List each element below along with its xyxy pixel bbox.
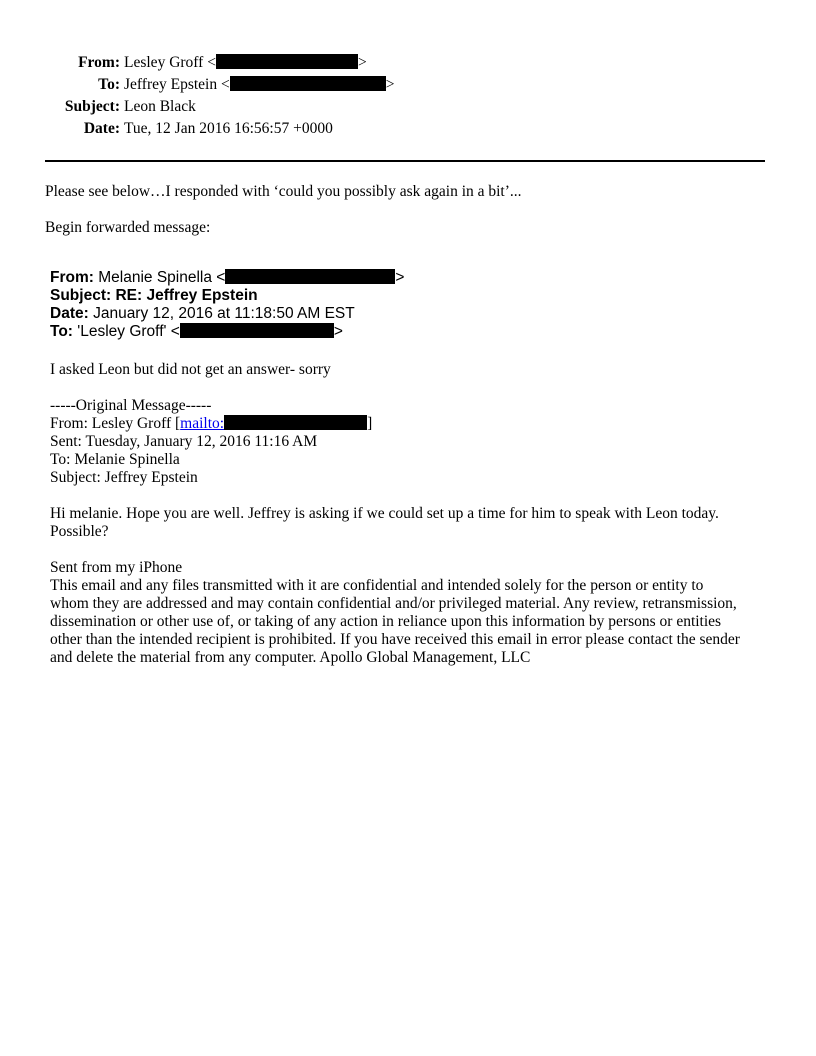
original-to: To: Melanie Spinella (50, 451, 180, 468)
fwd-to-close: > (333, 323, 343, 340)
original-from-row (50, 415, 766, 433)
original-from-suffix: ] (367, 415, 373, 432)
header-divider (45, 160, 765, 162)
disclaimer-line: dissemination or other use of, or taking of any action in reliance upon this information by persons or entities (50, 613, 722, 630)
fwd-subject-row (50, 287, 404, 305)
fwd-date-row (50, 305, 404, 323)
fwd-from-row (50, 269, 404, 287)
redaction-block (224, 415, 367, 430)
message-line: Possible? (50, 523, 109, 540)
original-divider: -----Original Message----- (50, 397, 212, 414)
forwarded-header (50, 269, 404, 341)
fwd-to-row (50, 323, 404, 341)
header-subject-value: Leon Black (124, 98, 196, 115)
original-from-prefix: From: Lesley Groff [ (50, 415, 181, 432)
fwd-date-value: January 12, 2016 at 11:18:50 AM EST (93, 305, 355, 322)
fwd-from-value: Melanie Spinella < (98, 269, 226, 286)
original-sent: Sent: Tuesday, January 12, 2016 11:16 AM (50, 433, 318, 450)
disclaimer-line: whom they are addressed and may contain confidential and/or privileged material. Any review, retransmission, (50, 595, 737, 612)
fwd-date-label: Date: (50, 305, 89, 322)
header-subject-label: Subject: (64, 98, 120, 115)
fwd-to-value: 'Lesley Groff' < (77, 323, 180, 340)
header-from-close: > (357, 54, 367, 71)
begin-forwarded-text: Begin forwarded message: (45, 219, 211, 236)
redaction-block (230, 76, 386, 91)
header-to-label: To: (98, 76, 120, 93)
header-from-label: From: (78, 54, 120, 71)
disclaimer-line: and delete the material from any computer. Apollo Global Management, LLC (50, 649, 531, 666)
signature-block (50, 559, 766, 667)
redaction-block (216, 54, 358, 69)
fwd-from-label: From: (50, 269, 94, 286)
mailto-link[interactable]: mailto: (180, 415, 225, 432)
fwd-to-label: To: (50, 323, 73, 340)
header-date-label: Date: (83, 120, 120, 137)
header-from-value: Lesley Groff < (124, 54, 216, 71)
header-to-close: > (385, 76, 395, 93)
message-line: Hi melanie. Hope you are well. Jeffrey is asking if we could set up a time for him to speak with Leon today. (50, 505, 719, 522)
redaction-block (225, 269, 395, 284)
original-message (50, 397, 766, 487)
fwd-subject-label: Subject: (50, 287, 112, 304)
intro-text: Please see below…I responded with ‘could you possibly ask again in a bit’... (45, 183, 522, 200)
header-date-value: Tue, 12 Jan 2016 16:56:57 +0000 (124, 120, 333, 137)
fwd-from-close: > (395, 269, 405, 286)
redaction-block (180, 323, 334, 338)
disclaimer-line: This email and any files transmitted with it are confidential and intended solely for the person or entity to (50, 577, 704, 594)
signature-text: Sent from my iPhone (50, 559, 183, 576)
disclaimer-line: other than the intended recipient is prohibited. If you have received this email in error please contact the sender (50, 631, 740, 648)
fwd-subject-value: RE: Jeffrey Epstein (115, 287, 258, 304)
original-subject: Subject: Jeffrey Epstein (50, 469, 198, 486)
original-message-body (50, 505, 766, 541)
header-to-value: Jeffrey Epstein < (124, 76, 230, 93)
reply-text: I asked Leon but did not get an answer- sorry (50, 361, 331, 378)
